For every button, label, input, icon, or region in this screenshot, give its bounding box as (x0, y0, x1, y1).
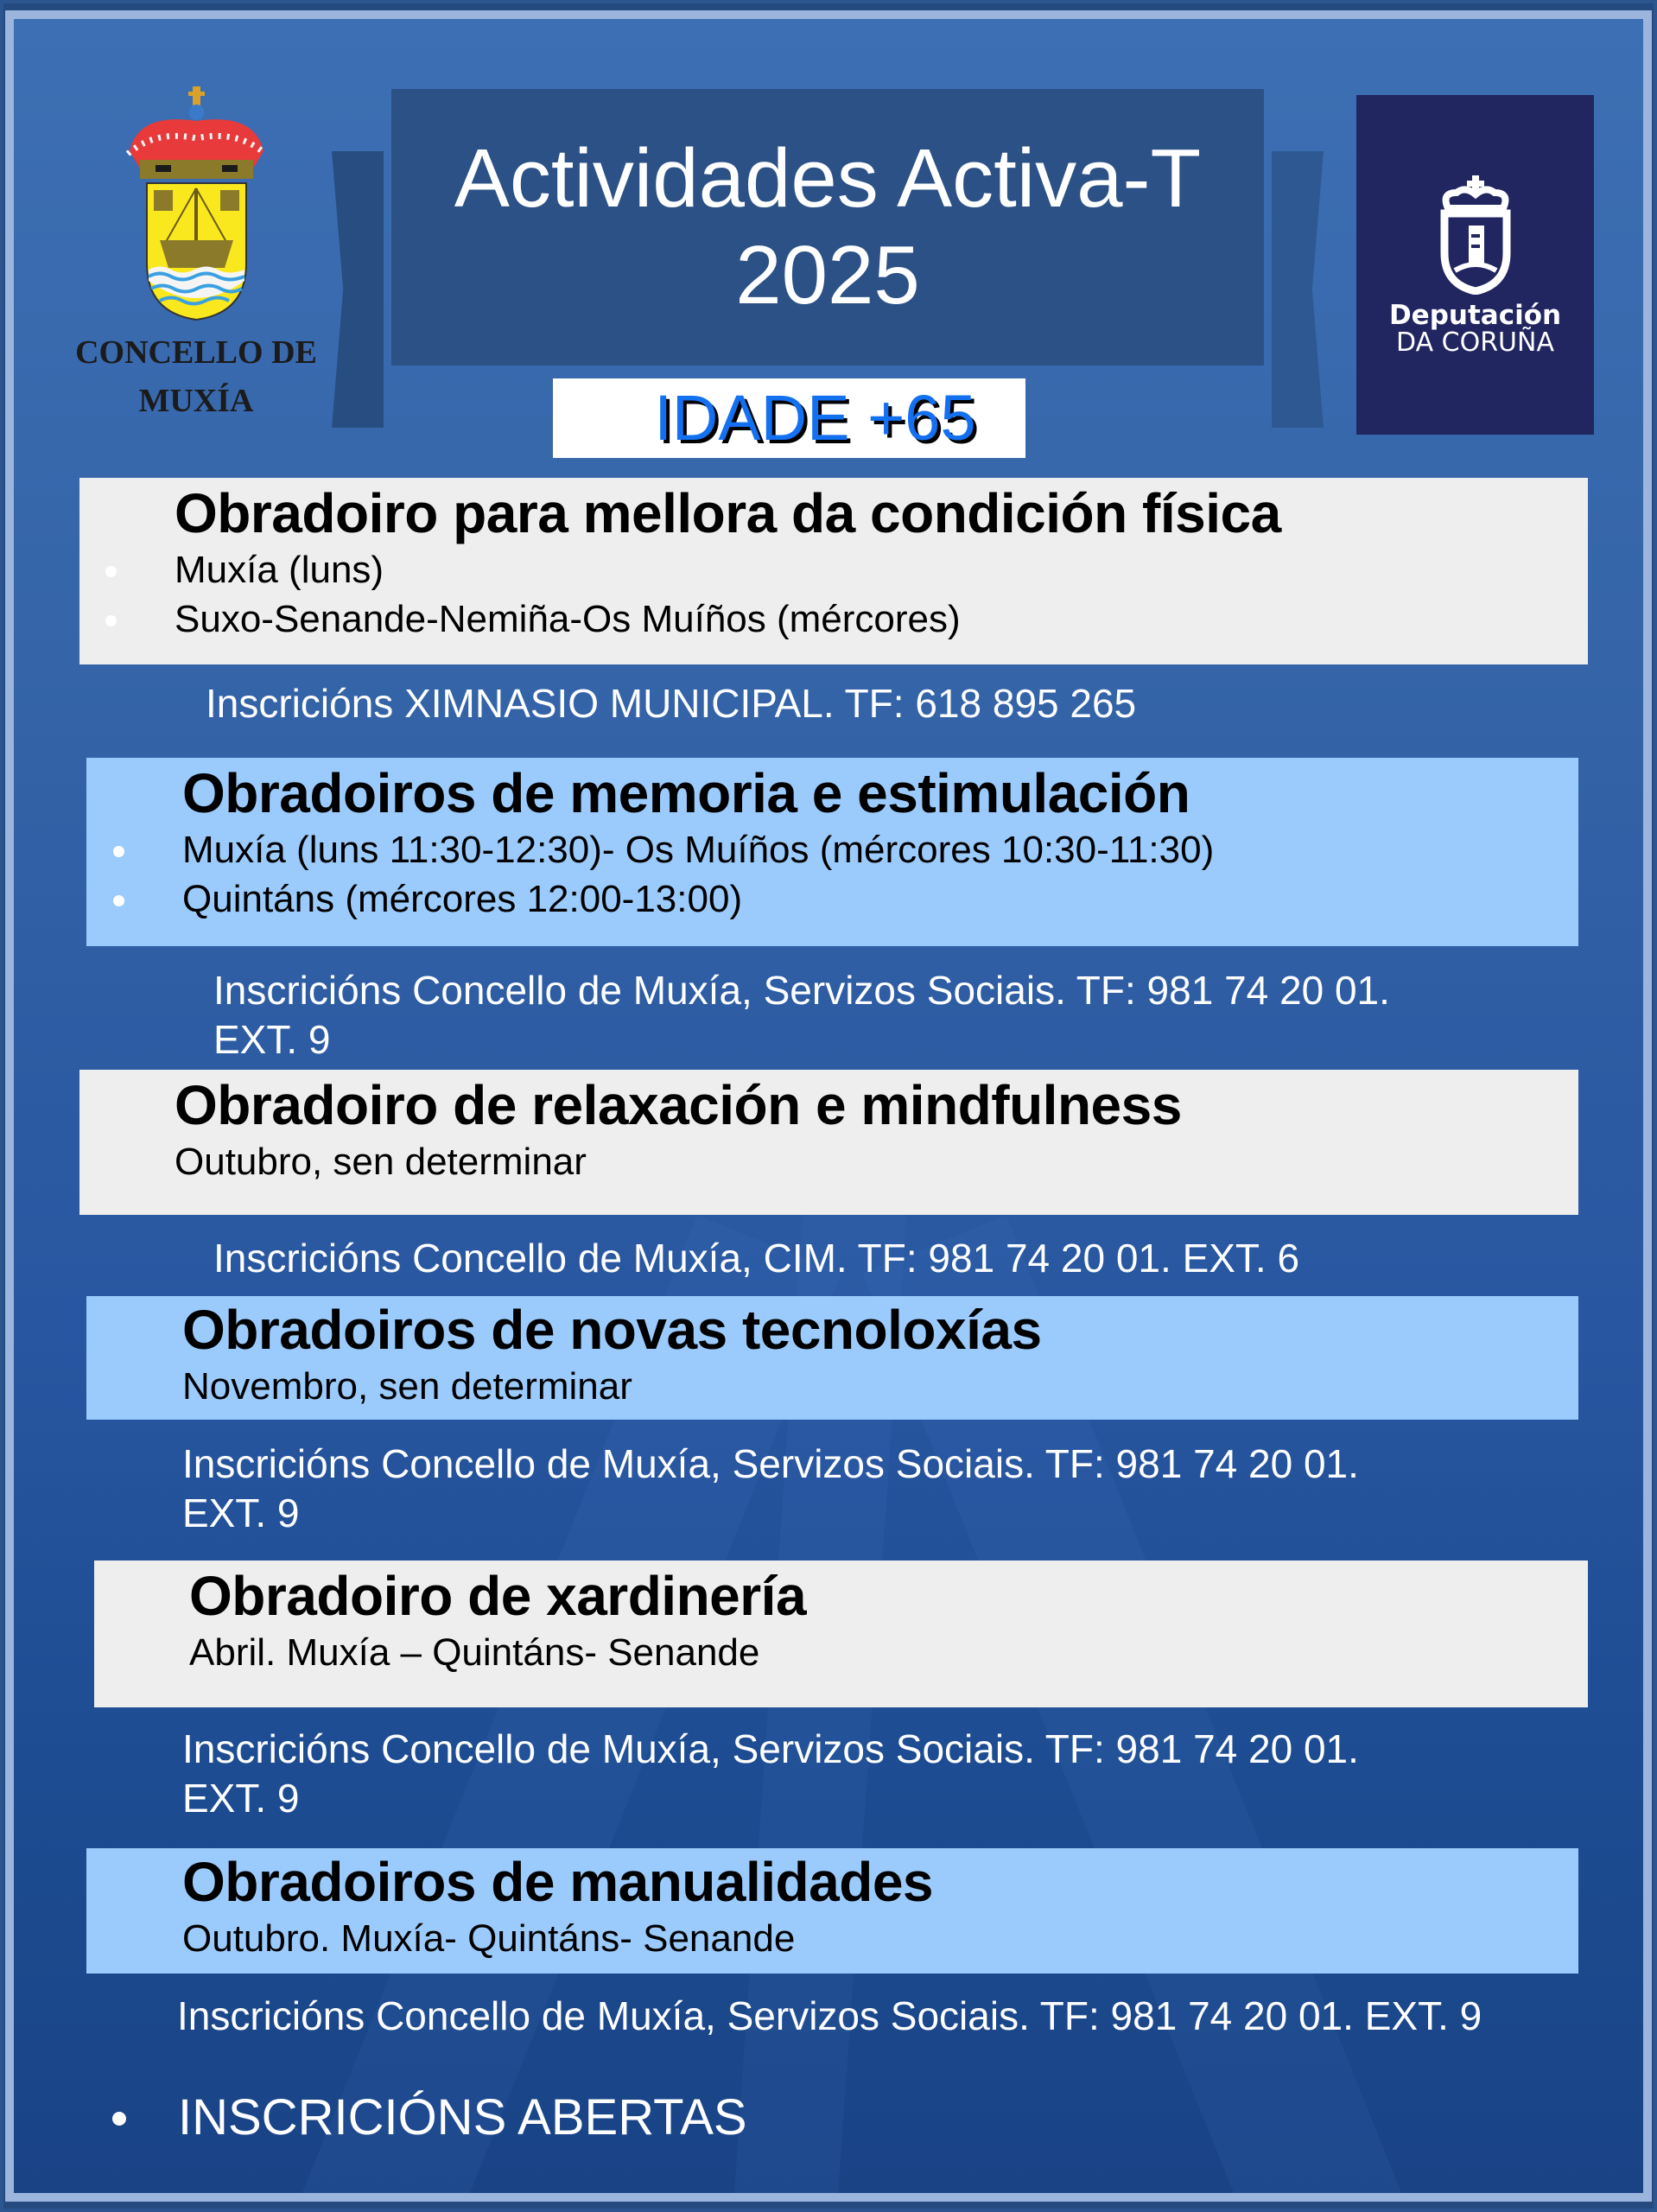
activity-contact-line: Inscricións XIMNASIO MUNICIPAL. TF: 618 895 265 (206, 681, 1137, 726)
activity-contact-line: Inscricións Concello de Muxía, Servizos Sociais. TF: 981 74 20 01. (182, 1726, 1359, 1771)
sponsor-subtitle: DA CORUÑA (1396, 327, 1554, 358)
activity-title: Obradoiro de xardinería (189, 1565, 807, 1627)
activity-detail: Novembro, sen determinar (182, 1365, 632, 1408)
activity-contact (182, 1725, 1359, 1823)
activity-detail: Quintáns (mércores 12:00-13:00) (182, 874, 1578, 924)
page-title (391, 89, 1264, 365)
activity-contact-line: Inscricións Concello de Muxía, Servizos Sociais. TF: 981 74 20 01. (213, 968, 1390, 1013)
municipality-name-line1: CONCELLO DE (75, 334, 317, 371)
activity-detail: Outubro, sen determinar (175, 1141, 587, 1183)
muxia-coat-of-arms-icon (121, 86, 272, 324)
registration-open-notice: INSCRICIÓNS ABERTAS (178, 2089, 747, 2145)
activity-title: Obradoiro para mellora da condición física (175, 482, 1281, 544)
activity-title: Obradoiros de memoria e estimulación (182, 762, 1190, 824)
activity-detail: Muxía (luns) (175, 545, 1588, 594)
age-badge-label: IDADE +65 (654, 382, 976, 454)
municipality-name-line2: MUXÍA (138, 383, 254, 419)
activity-detail: Outubro. Muxía- Quintáns- Senande (182, 1917, 796, 1960)
activity-card (86, 758, 1578, 946)
activity-card (79, 1070, 1578, 1215)
activity-contact-line: Inscricións Concello de Muxía, CIM. TF: 981 74 20 01. EXT. 6 (213, 1236, 1300, 1281)
activity-contact (177, 1992, 1482, 2041)
activity-contact (213, 1234, 1299, 1283)
activity-card (79, 478, 1588, 664)
activity-contact-line: EXT. 9 (213, 1017, 331, 1062)
sponsor-logo (1356, 95, 1594, 435)
activity-contact (182, 1440, 1359, 1538)
activity-detail: Abril. Muxía – Quintáns- Senande (189, 1631, 760, 1674)
activity-title: Obradoiro de relaxación e mindfulness (175, 1074, 1182, 1136)
activity-title: Obradoiros de manualidades (182, 1851, 933, 1913)
activity-title: Obradoiros de novas tecnoloxías (182, 1299, 1042, 1361)
activity-detail: Muxía (luns 11:30-12:30)- Os Muíños (mércores 10:30-11:30) (182, 825, 1578, 874)
activity-contact-line: Inscricións Concello de Muxía, Servizos Sociais. TF: 981 74 20 01. EXT. 9 (177, 1993, 1482, 2038)
activity-contact-line: EXT. 9 (182, 1491, 300, 1535)
activity-card (86, 1296, 1578, 1420)
age-badge (553, 378, 1025, 458)
page-title-line2: 2025 (735, 229, 920, 321)
activity-contact (206, 679, 1136, 728)
municipality-name (54, 328, 339, 425)
deputacion-crest-icon (1432, 174, 1519, 295)
activity-card (94, 1560, 1588, 1707)
activity-contact (213, 966, 1390, 1065)
page-title-line1: Actividades Activa-T (454, 132, 1202, 225)
activity-contact-line: EXT. 9 (182, 1776, 300, 1821)
activity-contact-line: Inscricións Concello de Muxía, Servizos Sociais. TF: 981 74 20 01. (182, 1441, 1359, 1486)
activity-card (86, 1848, 1578, 1974)
activity-detail: Suxo-Senande-Nemiña-Os Muíños (mércores) (175, 594, 1588, 644)
sponsor-name: Deputación (1388, 299, 1562, 331)
